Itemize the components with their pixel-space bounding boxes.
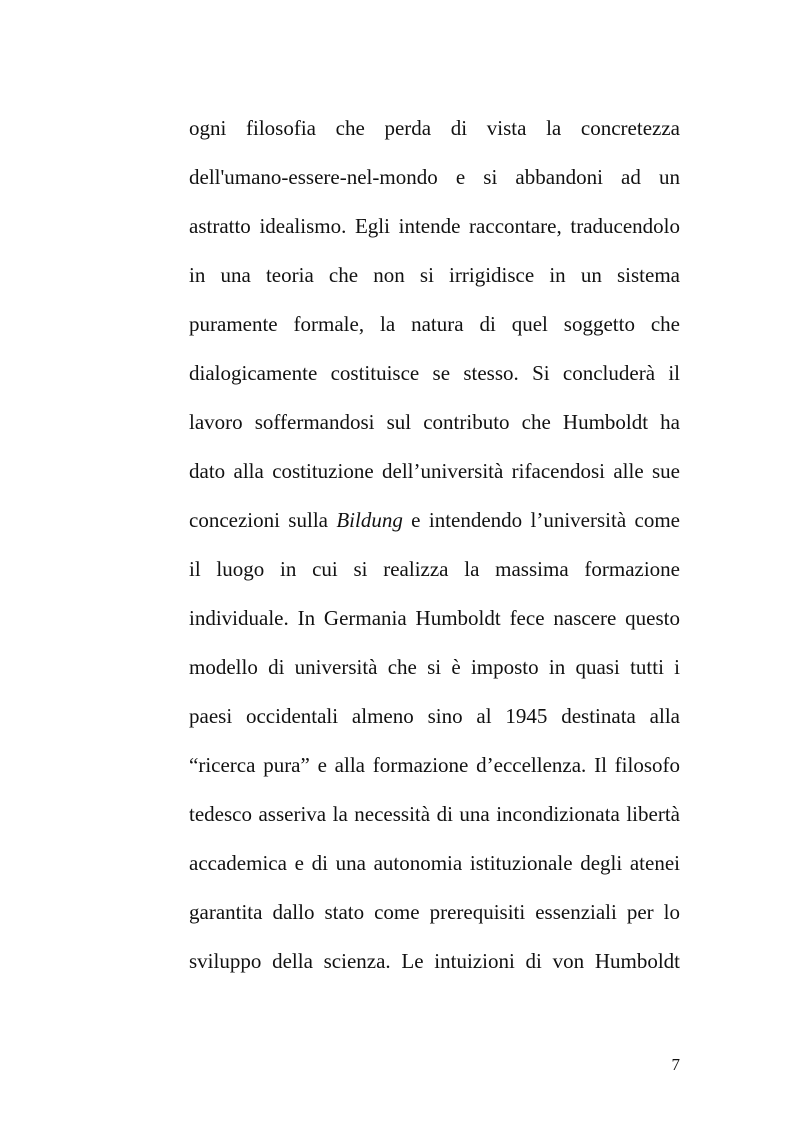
text-line — [189, 500, 680, 549]
body-text — [189, 108, 680, 990]
text-line: dato alla costituzione dell’università rifacendosi alle sue — [189, 459, 680, 483]
text-line: puramente formale, la natura di quel soggetto che — [189, 312, 680, 336]
text-segment: e intendendo l’università come — [402, 508, 680, 532]
page-number: 7 — [671, 1055, 680, 1074]
text-line: dell'umano-essere-nel-mondo e si abbandoni ad un — [189, 165, 680, 189]
text-line: garantita dallo stato come prerequisiti essenziali per lo — [189, 900, 680, 924]
text-line: accademica e di una autonomia istituzionale degli atenei — [189, 851, 680, 875]
text-line: astratto idealismo. Egli intende raccontare, traducendolo — [189, 214, 680, 238]
text-line: paesi occidentali almeno sino al 1945 destinata alla — [189, 704, 680, 728]
text-line: dialogicamente costituisce se stesso. Si concluderà il — [189, 361, 680, 385]
text-line: sviluppo della scienza. Le intuizioni di von Humboldt — [189, 949, 680, 973]
italic-term: Bildung — [336, 508, 403, 532]
text-line: in una teoria che non si irrigidisce in un sistema — [189, 263, 680, 287]
text-line: tedesco asseriva la necessità di una incondizionata libertà — [189, 802, 680, 826]
text-segment: concezioni sulla — [189, 508, 337, 532]
text-line: modello di università che si è imposto in quasi tutti i — [189, 655, 680, 679]
text-line: individuale. In Germania Humboldt fece nascere questo — [189, 606, 680, 630]
text-line: “ricerca pura” e alla formazione d’eccellenza. Il filosofo — [189, 753, 680, 777]
text-line: ogni filosofia che perda di vista la concretezza — [189, 116, 680, 140]
text-line: lavoro soffermandosi sul contributo che Humboldt ha — [189, 410, 680, 434]
text-line: il luogo in cui si realizza la massima formazione — [189, 557, 680, 581]
